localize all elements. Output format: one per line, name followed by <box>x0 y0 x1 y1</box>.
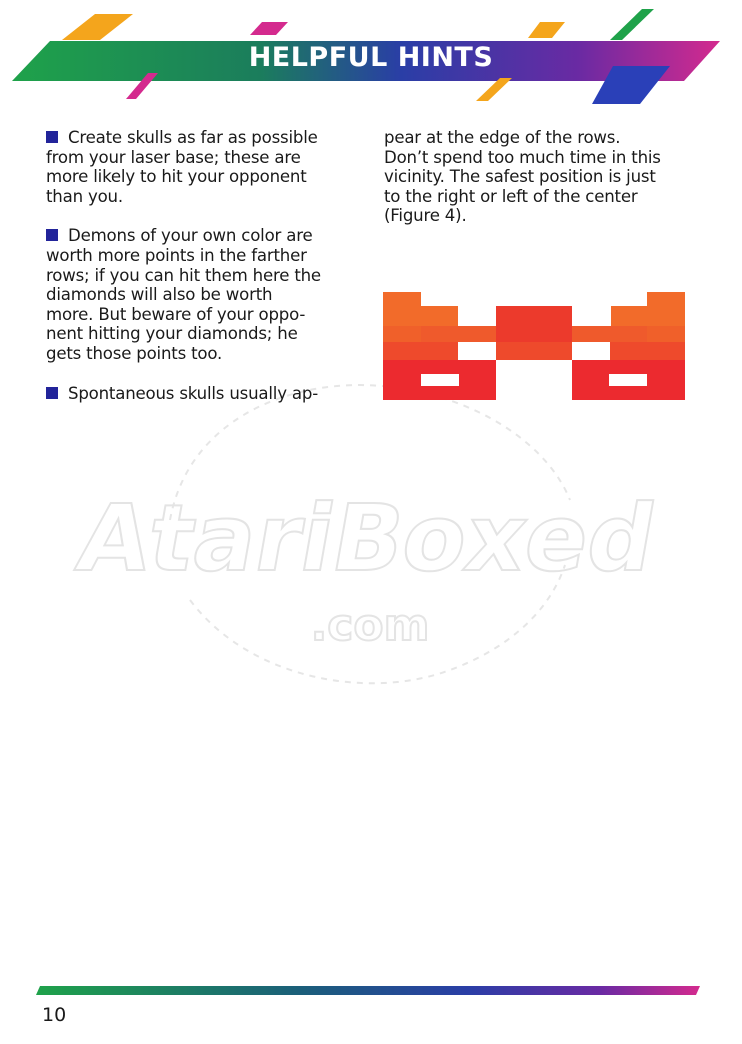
bullet-square-icon <box>46 131 58 143</box>
right-column <box>384 128 684 246</box>
figure-4-demon-sprite <box>383 292 685 402</box>
left-column <box>46 128 346 423</box>
yellow-slash-top-left <box>62 14 133 40</box>
hint-3-line-1: Spontaneous skulls usually ap- <box>68 383 318 403</box>
hint-paragraph-2 <box>46 226 346 363</box>
watermark-main-text: AtariBoxed <box>69 484 664 592</box>
hint-3-line-6: (Figure 4). <box>384 206 467 226</box>
hint-paragraph-3-continued <box>384 128 684 226</box>
magenta-slash-top <box>250 22 288 35</box>
hint-2-line-2: worth more points in the farther <box>46 245 307 265</box>
hint-1-line-3: more likely to hit your opponent <box>46 167 307 187</box>
footer-gradient-bar <box>0 984 742 1000</box>
hint-3-line-3: Don’t spend too much time in this <box>384 147 661 167</box>
yellow-slash-bottom <box>476 78 512 101</box>
hint-2-line-7: gets those points too. <box>46 343 223 363</box>
yellow-slash-top-right <box>528 22 565 38</box>
hint-2-line-1: Demons of your own color are <box>68 226 313 246</box>
hint-paragraph-1 <box>46 128 346 206</box>
hint-1-line-2: from your laser base; these are <box>46 147 301 167</box>
hint-3-line-4: vicinity. The safest position is just <box>384 167 656 187</box>
hint-paragraph-3-start <box>46 384 346 404</box>
hint-2-line-5: more. But beware of your oppo- <box>46 304 306 324</box>
hint-3-line-5: to the right or left of the center <box>384 186 638 206</box>
hint-2-line-6: nent hitting your diamonds; he <box>46 324 298 344</box>
page-number: 10 <box>42 1004 67 1026</box>
watermark-sub-text: .com <box>310 600 430 651</box>
footer-rule <box>0 984 742 1000</box>
hint-1-line-4: than you. <box>46 186 123 206</box>
page-title: HELPFUL HINTS <box>248 42 494 73</box>
demon-sprite-icon <box>383 292 685 402</box>
hint-3-line-2: pear at the edge of the rows. <box>384 128 621 147</box>
bullet-square-icon <box>46 387 58 399</box>
bullet-square-icon <box>46 229 58 241</box>
hint-2-line-4: diamonds will also be worth <box>46 285 273 305</box>
hint-2-line-3: rows; if you can hit them here the <box>46 265 321 285</box>
header-banner <box>0 0 742 110</box>
hint-1-line-1: Create skulls as far as possible <box>68 128 318 147</box>
green-slash-top-right <box>610 9 654 40</box>
